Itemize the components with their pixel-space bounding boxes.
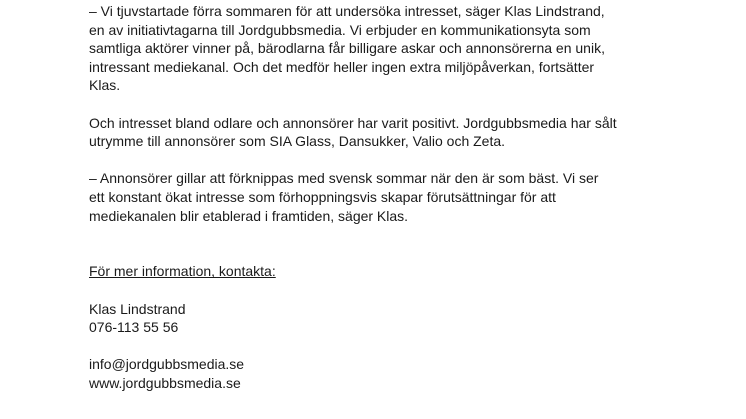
contact-website[interactable]: www.jordgubbsmedia.se [89,374,241,391]
spacer [89,244,689,263]
contact-name: Klas Lindstrand [89,300,186,317]
quote-paragraph-2: – Annonsörer gillar att förknippas med svensk sommar när den är som bäst. Vi ser ett konstant ökat intresse som förhoppningsvis skapar förutsättningar för att mediekanalen blir etablerad i framtiden, säger Klas. [89,170,599,224]
contact-email[interactable]: info@jordgubbsmedia.se [89,356,245,373]
document-page [89,2,689,392]
contact-heading: För mer information, kontakta: [89,263,276,280]
quote-paragraph-1: – Vi tjuvstartade förra sommaren för att undersöka intresset, säger Klas Lindstrand, en av initiativtagarna till Jordgubbsmedia. Vi erbjuder en kommunikationsyta som samtliga aktörer vinner på, bärodlarna får billigare askar och annonsörerna en unik, intressant mediekanal. Och det medför heller ingen extra miljöpåverkan, fortsätter Klas. [89,3,605,94]
interest-paragraph: Och intresset bland odlare och annonsörer har varit positivt. Jordgubbsmedia har sålt utrymme till annonsörer som SIA Glass, Dansukker, Valio och Zeta. [89,114,617,150]
contact-section [89,262,689,392]
contact-phone: 076-113 55 56 [89,319,179,336]
